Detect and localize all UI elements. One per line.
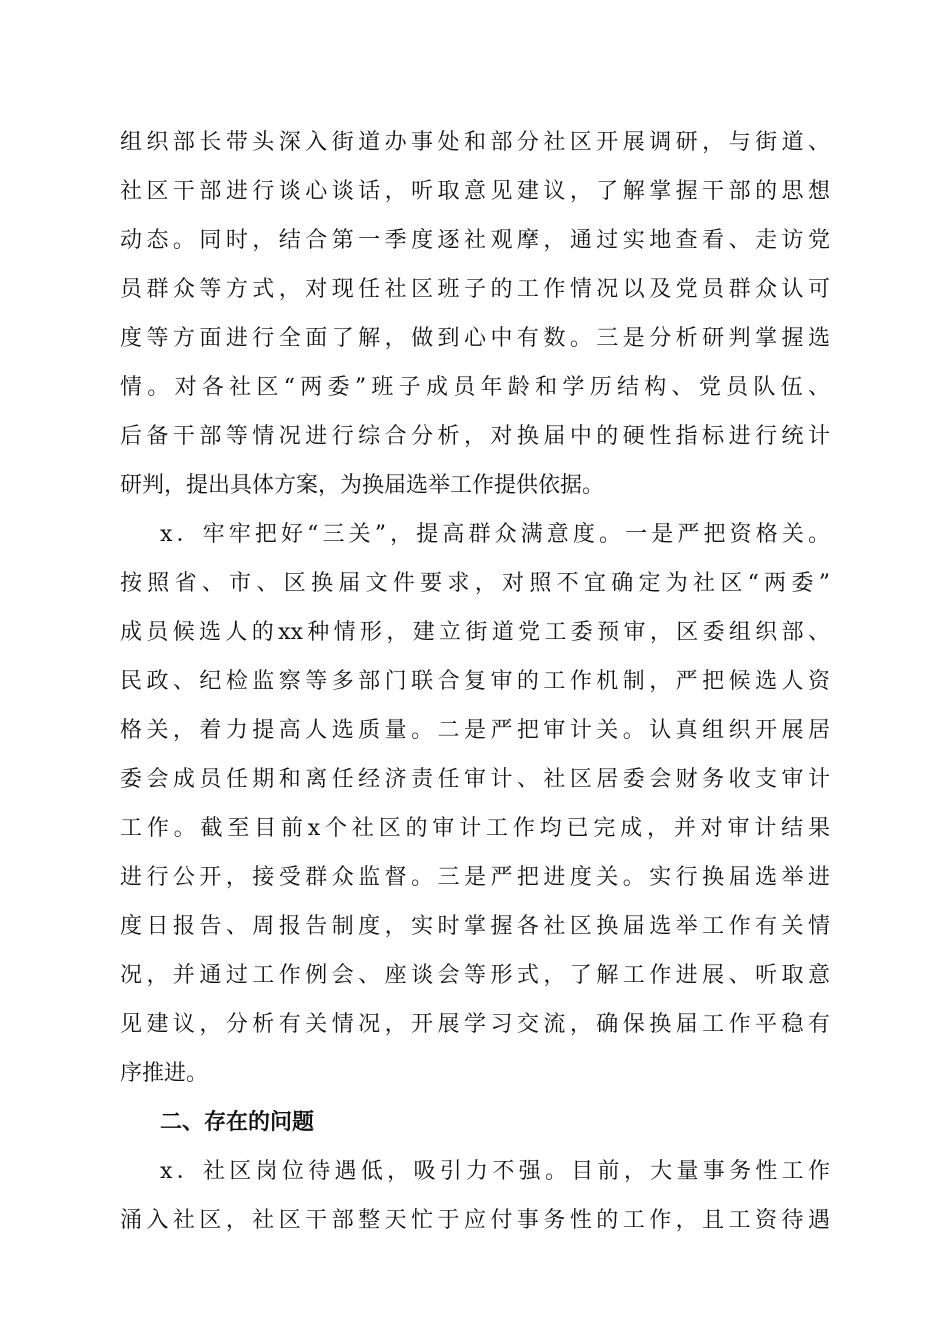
paragraph-line: 员群众等方式，对现任社区班子的工作情况以及党员群众认可	[120, 277, 830, 302]
paragraph-line: 民政、纪检监察等多部门联合复审的工作机制，严把候选人资	[120, 669, 830, 694]
section-heading: 二、存在的问题	[160, 1110, 315, 1135]
paragraph-line: 见建议，分析有关情况，开展学习交流，确保换届工作平稳有	[120, 1012, 830, 1037]
paragraph-line: x．牢牢把好“三关”，提高群众满意度。一是严把资格关。	[160, 522, 830, 547]
paragraph-line: 组织部长带头深入街道办事处和部分社区开展调研，与街道、	[120, 130, 830, 155]
paragraph-line: 成员候选人的xx种情形，建立街道党工委预审，区委组织部、	[120, 620, 830, 645]
document-body	[120, 118, 830, 1245]
paragraph-line: 序推进。	[120, 1061, 209, 1086]
paragraph-line: 委会成员任期和离任经济责任审计、社区居委会财务收支审计	[120, 767, 830, 792]
paragraph-line: 度日报告、周报告制度，实时掌握各社区换届选举工作有关情	[120, 914, 830, 939]
paragraph-line: 工作。截至目前x个社区的审计工作均已完成，并对审计结果	[120, 816, 830, 841]
paragraph-line: 研判，提出具体方案，为换届选举工作提供依据。	[120, 473, 605, 498]
paragraph-line: 涌入社区，社区干部整天忙于应付事务性的工作，且工资待遇	[120, 1208, 830, 1233]
paragraph-line: 况，并通过工作例会、座谈会等形式，了解工作进展、听取意	[120, 963, 830, 988]
paragraph-line: 按照省、市、区换届文件要求，对照不宜确定为社区“两委”	[120, 571, 830, 596]
paragraph-line: 格关，着力提高人选质量。二是严把审计关。认真组织开展居	[120, 718, 830, 743]
paragraph-line: 动态。同时，结合第一季度逐社观摩，通过实地查看、走访党	[120, 228, 830, 253]
paragraph-line: 社区干部进行谈心谈话，听取意见建议，了解掌握干部的思想	[120, 179, 830, 204]
paragraph-line: 情。对各社区“两委”班子成员年龄和学历结构、党员队伍、	[120, 375, 830, 400]
paragraph-line: 进行公开，接受群众监督。三是严把进度关。实行换届选举进	[120, 865, 830, 890]
paragraph-line: 后备干部等情况进行综合分析，对换届中的硬性指标进行统计	[120, 424, 830, 449]
paragraph-line: x．社区岗位待遇低，吸引力不强。目前，大量事务性工作	[160, 1159, 830, 1184]
paragraph-line: 度等方面进行全面了解，做到心中有数。三是分析研判掌握选	[120, 326, 830, 351]
